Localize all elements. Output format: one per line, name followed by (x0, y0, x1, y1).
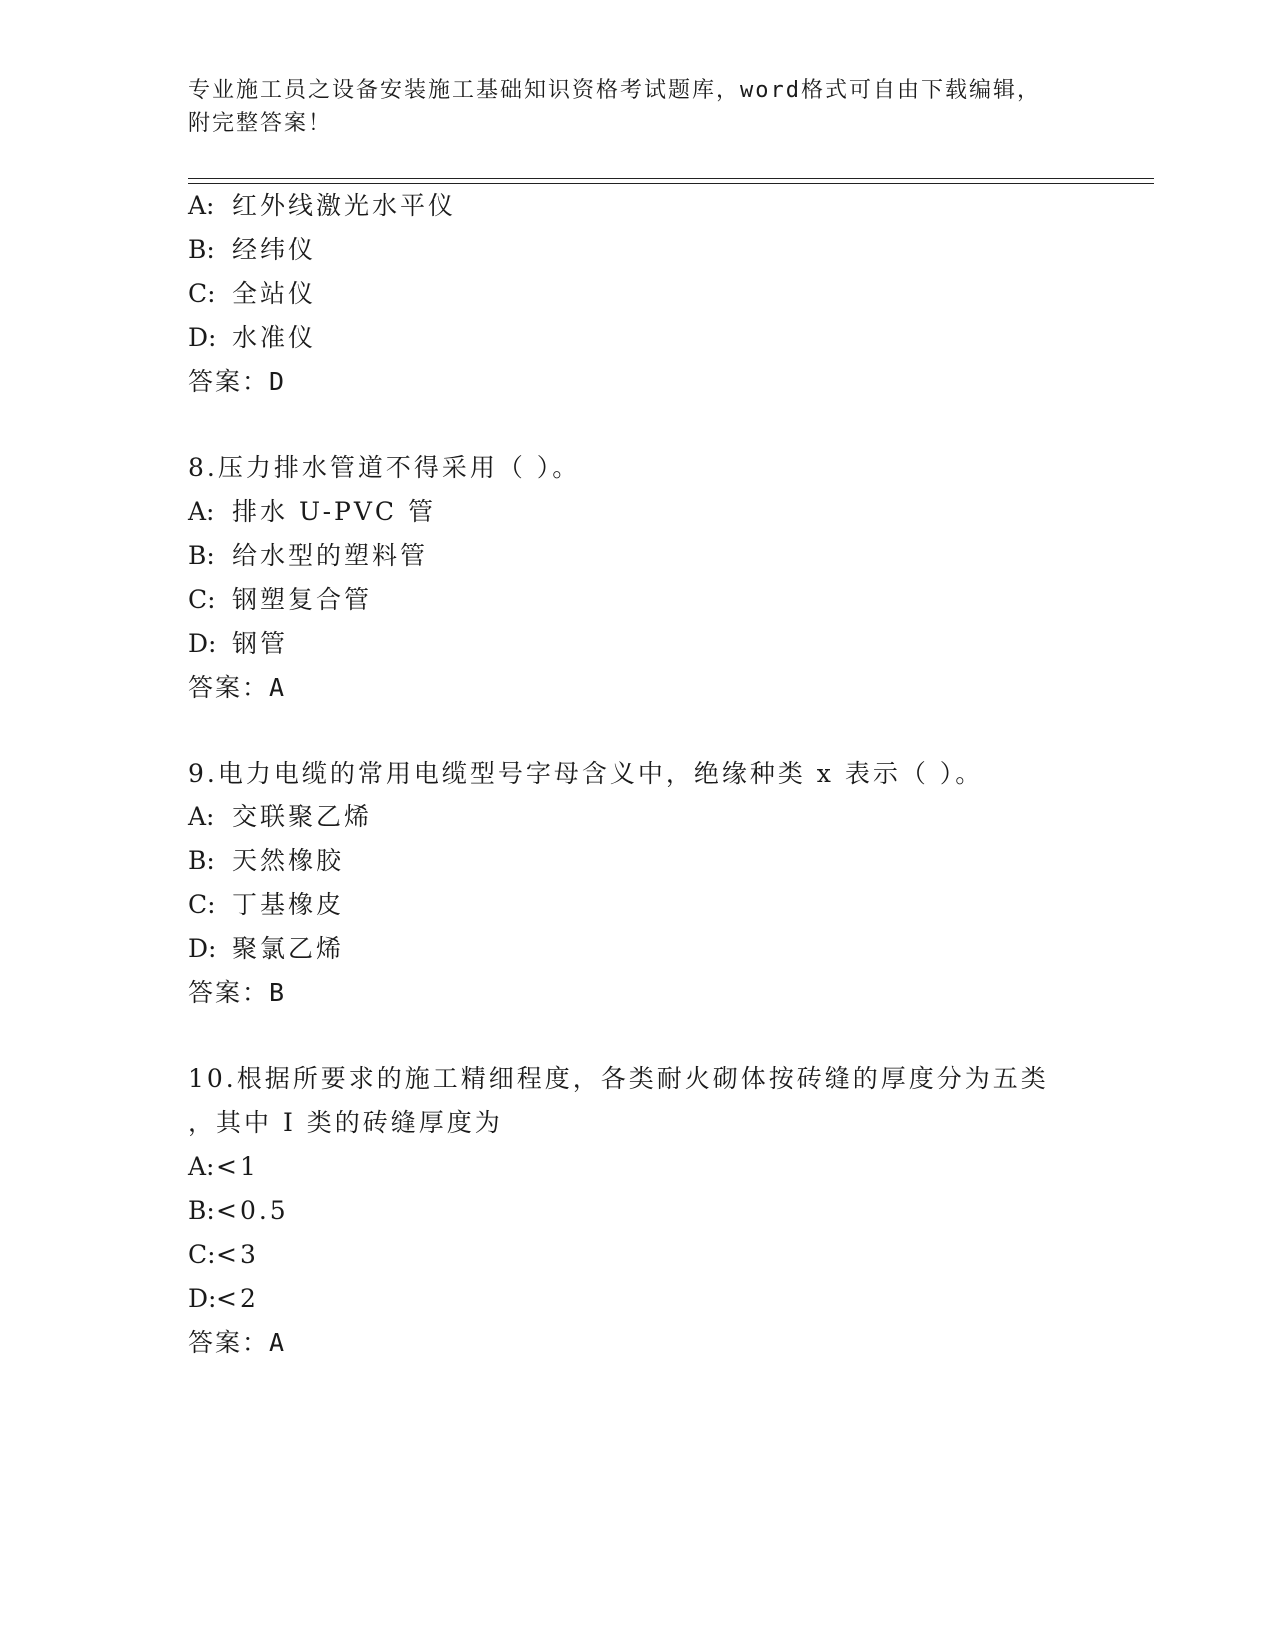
option-text: <1 (216, 1152, 259, 1181)
option-text: <3 (216, 1240, 259, 1269)
option-text: <0.5 (216, 1196, 289, 1225)
q7-option-a (188, 190, 456, 222)
q8-option-c (188, 584, 372, 616)
option-label: C: (188, 279, 216, 308)
option-label: A: (188, 1152, 215, 1181)
option-label: C: (188, 585, 216, 614)
q10-option-d (188, 1283, 259, 1315)
q8-option-d (188, 628, 288, 660)
q8-question: 8.压力排水管道不得采用（ ）。 (188, 453, 581, 482)
option-label: A: (188, 802, 215, 831)
answer-label: 答案： (188, 978, 270, 1007)
q7-answer (188, 366, 286, 398)
q10-option-b (188, 1195, 289, 1227)
option-text: 全站仪 (232, 279, 317, 308)
option-label: B: (188, 846, 215, 875)
q7-option-c (188, 278, 316, 310)
q9-option-c (188, 889, 344, 921)
q10-question-line-2: ，其中 I 类的砖缝厚度为 (188, 1108, 503, 1137)
answer-value: D (269, 367, 287, 396)
q9-option-d (188, 933, 344, 965)
answer-value: A (269, 1328, 287, 1357)
q9-option-a (188, 801, 372, 833)
q7-option-d (188, 322, 316, 354)
option-label: C: (188, 890, 216, 919)
option-label: B: (188, 541, 215, 570)
q10-option-a (188, 1151, 259, 1183)
option-label: A: (188, 191, 215, 220)
answer-value: B (269, 978, 287, 1007)
document-header (188, 74, 1088, 140)
q9-answer (188, 977, 286, 1009)
answer-label: 答案： (188, 367, 270, 396)
option-label: B: (188, 1196, 215, 1225)
option-text: 给水型的塑料管 (232, 541, 429, 570)
option-text: 红外线激光水平仪 (232, 191, 457, 220)
answer-value: A (269, 673, 287, 702)
option-text: <2 (216, 1284, 259, 1313)
header-line-1: 专业施工员之设备安装施工基础知识资格考试题库，word格式可自由下载编辑， (188, 78, 1041, 103)
option-label: D: (188, 629, 217, 658)
q10-answer (188, 1327, 286, 1359)
answer-label: 答案： (188, 673, 270, 702)
q10-option-c (188, 1239, 259, 1271)
q7-option-b (188, 234, 316, 266)
option-text: 排水 U-PVC 管 (232, 497, 436, 526)
header-line-2: 附完整答案！ (188, 111, 333, 136)
q8-answer (188, 672, 286, 704)
q9-option-b (188, 845, 344, 877)
option-text: 聚氯乙烯 (232, 934, 345, 963)
option-label: D: (188, 1284, 217, 1313)
option-text: 丁基橡皮 (232, 890, 345, 919)
answer-label: 答案： (188, 1328, 270, 1357)
q8-option-a (188, 496, 436, 528)
option-label: B: (188, 235, 215, 264)
option-label: A: (188, 497, 215, 526)
option-text: 水准仪 (232, 323, 317, 352)
option-text: 天然橡胶 (232, 846, 345, 875)
option-text: 钢管 (232, 629, 289, 658)
header-divider-bottom (188, 183, 1154, 184)
option-label: D: (188, 934, 217, 963)
q9-question: 9.电力电缆的常用电缆型号字母含义中，绝缘种类 x 表示（ ）。 (188, 759, 984, 788)
option-text: 交联聚乙烯 (232, 802, 373, 831)
option-text: 经纬仪 (232, 235, 317, 264)
q10-question-line-1: 10.根据所要求的施工精细程度，各类耐火砌体按砖缝的厚度分为五类 (188, 1064, 1049, 1093)
option-label: D: (188, 323, 217, 352)
option-text: 钢塑复合管 (232, 585, 373, 614)
q8-option-b (188, 540, 428, 572)
header-divider-top (188, 178, 1154, 179)
option-label: C: (188, 1240, 216, 1269)
